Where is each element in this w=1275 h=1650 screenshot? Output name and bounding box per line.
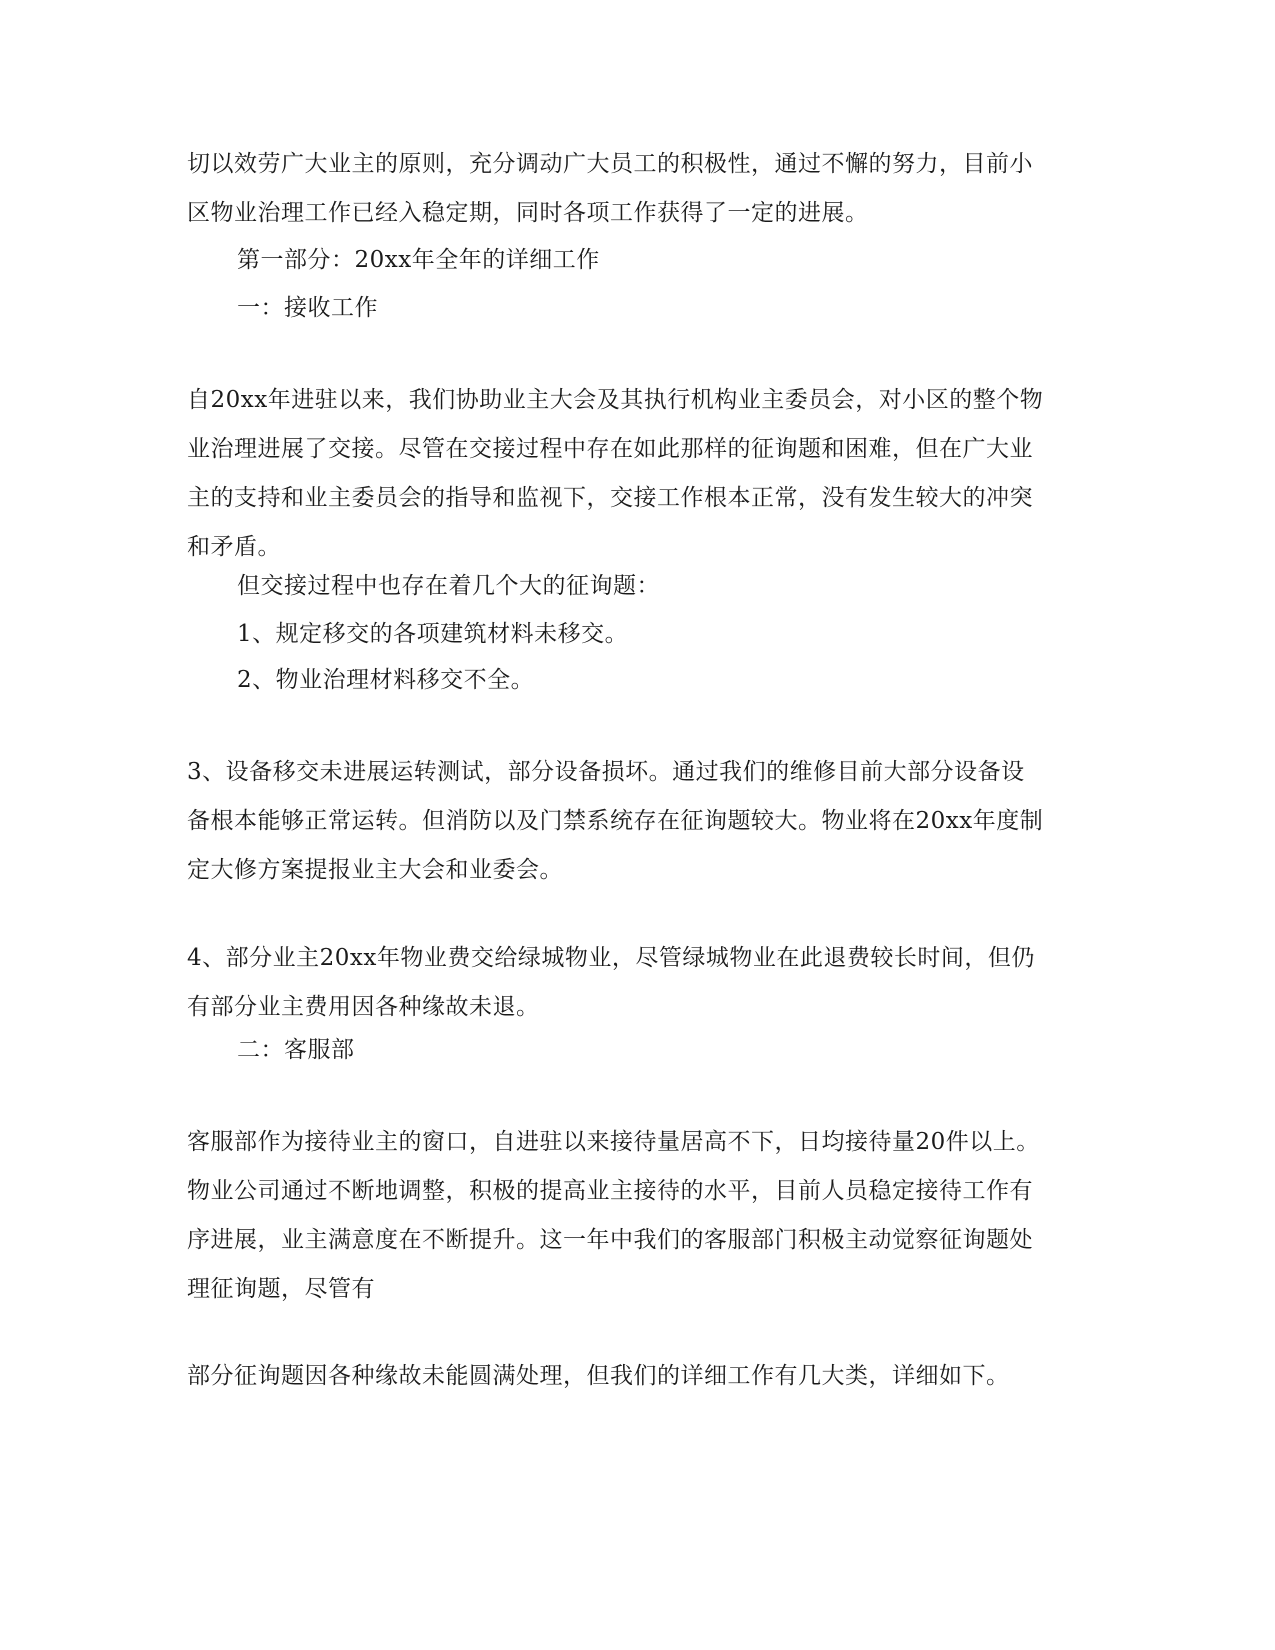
text-line: 4、部分业主20xx年物业费交给绿城物业，尽管绿城物业在此退费较长时间，但仍 bbox=[187, 945, 1035, 971]
intro-paragraph bbox=[187, 140, 1087, 238]
text-line: 3、设备移交未进展运转测试，部分设备损坏。通过我们的维修目前大部分设备设 bbox=[187, 759, 1025, 785]
text-line: 理征询题，尽管有 bbox=[187, 1276, 375, 1302]
text-line: 客服部作为接待业主的窗口，自进驻以来接待量居高不下，日均接待量20件以上。 bbox=[187, 1129, 1040, 1155]
text-line: 定大修方案提报业主大会和业委会。 bbox=[187, 857, 563, 883]
text-line: 1、规定移交的各项建筑材料未移交。 bbox=[237, 621, 629, 647]
text-line: 区物业治理工作已经入稳定期，同时各项工作获得了一定的进展。 bbox=[187, 200, 869, 226]
text-line: 序进展，业主满意度在不断提升。这一年中我们的客服部门积极主动觉察征询题处 bbox=[187, 1227, 1033, 1253]
text-line: 主的支持和业主委员会的指导和监视下，交接工作根本正常，没有发生较大的冲突 bbox=[187, 485, 1033, 511]
issue-item-4 bbox=[187, 934, 1087, 1032]
section-two-heading bbox=[237, 1026, 1137, 1075]
text-line: 业治理进展了交接。尽管在交接过程中存在如此那样的征询题和困难，但在广大业 bbox=[187, 436, 1033, 462]
issue-item-1 bbox=[237, 610, 1137, 659]
issue-item-2 bbox=[237, 656, 1137, 705]
issues-intro bbox=[237, 562, 1137, 611]
section-one-heading bbox=[237, 284, 1137, 333]
heading-text: 一：接收工作 bbox=[237, 295, 378, 321]
text-line: 物业公司通过不断地调整，积极的提高业主接待的水平，目前人员稳定接待工作有 bbox=[187, 1178, 1033, 1204]
customer-service-continuation bbox=[187, 1352, 1087, 1401]
text-line: 但交接过程中也存在着几个大的征询题： bbox=[237, 573, 660, 599]
text-line: 自20xx年进驻以来，我们协助业主大会及其执行机构业主委员会，对小区的整个物 bbox=[187, 387, 1044, 413]
text-line: 和矛盾。 bbox=[187, 534, 281, 560]
text-line: 切以效劳广大业主的原则，充分调动广大员工的积极性，通过不懈的努力，目前小 bbox=[187, 151, 1033, 177]
issue-item-3 bbox=[187, 748, 1087, 895]
text-line: 部分征询题因各种缘故未能圆满处理，但我们的详细工作有几大类，详细如下。 bbox=[187, 1363, 1010, 1389]
text-line: 有部分业主费用因各种缘故未退。 bbox=[187, 994, 540, 1020]
text-line: 2、物业治理材料移交不全。 bbox=[237, 667, 535, 693]
heading-text: 第一部分：20xx年全年的详细工作 bbox=[237, 247, 600, 273]
text-line: 备根本能够正常运转。但消防以及门禁系统存在征询题较大。物业将在20xx年度制 bbox=[187, 808, 1044, 834]
heading-text: 二：客服部 bbox=[237, 1037, 355, 1063]
customer-service-paragraph bbox=[187, 1118, 1087, 1314]
part-one-heading bbox=[237, 236, 1137, 285]
handover-paragraph bbox=[187, 376, 1087, 572]
